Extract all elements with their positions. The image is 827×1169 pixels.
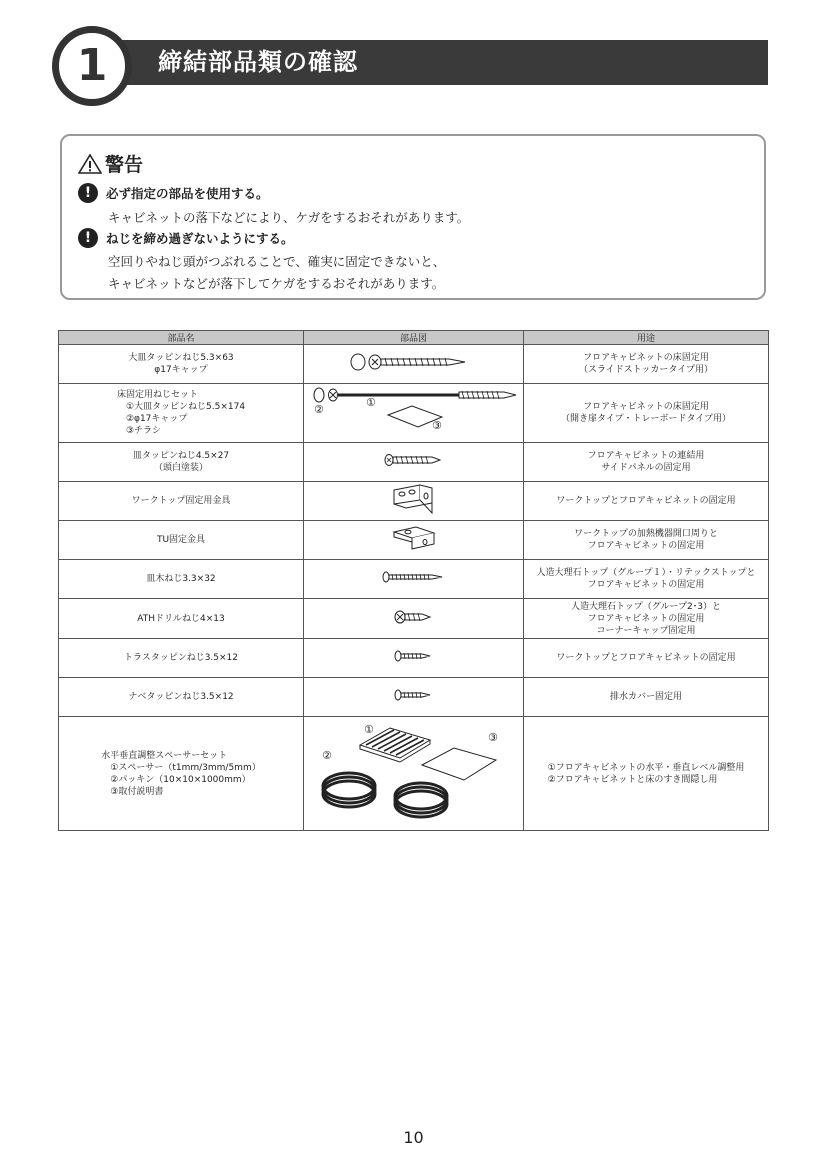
floor-screw-set-illustration [304, 384, 523, 442]
callout-label: ② [322, 748, 332, 762]
section-title-bar [96, 40, 768, 85]
part-usage: フロアキャビネットの連結用 サイドパネルの固定用 [587, 451, 705, 473]
part-usage: フロアキャビネットの床固定用 （スライドストッカータイプ用） [579, 353, 713, 375]
table-row [59, 521, 769, 560]
table-row [59, 639, 769, 678]
part-name: ナベタッピンねじ3.5×12 [128, 692, 234, 702]
section-title: 締結部品類の確認 [158, 48, 358, 76]
callout-label: ② [314, 403, 324, 416]
part-usage: ①フロアキャビネットの水平・垂直レベル調整用 ②フロアキャビネットと床のすき間隠し用 [547, 762, 745, 785]
part-name: トラスタッピンねじ3.5×12 [123, 653, 239, 663]
part-figure [304, 560, 524, 599]
warning-item-2 [78, 228, 294, 248]
column-header-part-figure: 部品図 [304, 331, 524, 345]
part-name: 水平垂直調整スペーサーセット ①スペーサー（t1mm/3mm/5mm） ②パッキン（10×10×1000mm） ③取付説明書 [101, 750, 261, 797]
table-header-row [59, 331, 769, 345]
column-header-part-name: 部品名 [59, 331, 304, 345]
part-name: 大皿タッピンねじ5.3×63 φ17キャップ [128, 353, 234, 375]
part-usage: ワークトップとフロアキャビネットの固定用 [556, 653, 736, 663]
warning-triangle-icon [78, 154, 102, 174]
table-row [59, 717, 769, 831]
warning-title: 警告 [105, 154, 144, 176]
part-name: 皿木ねじ3.3×32 [146, 574, 216, 584]
table-row [59, 384, 769, 443]
table-row [59, 599, 769, 639]
part-name: 皿タッピンねじ4.5×27 （頭白塗装） [132, 451, 230, 473]
table-row [59, 443, 769, 482]
section-number-badge [52, 26, 132, 106]
part-figure [304, 678, 524, 717]
part-usage: 排水カバー固定用 [609, 692, 682, 702]
table-row [59, 560, 769, 599]
tu-bracket-illustration [390, 523, 438, 553]
part-name: 床固定用ねじセット ①大皿タッピンねじ5.5×174 ②φ17キャップ ③チラシ [116, 390, 246, 436]
warning-item-1 [78, 183, 269, 203]
part-usage: 人造大理石トップ（グループ１）・リテックストップと フロアキャビネットの固定用 [536, 568, 756, 590]
table-row [59, 482, 769, 521]
column-header-usage: 用途 [524, 331, 769, 345]
part-figure [304, 717, 524, 831]
part-figure [304, 599, 524, 639]
part-usage: ワークトップとフロアキャビネットの固定用 [556, 496, 736, 506]
table-row [59, 678, 769, 717]
warning-item-text: 空回りやねじ頭がつぶれることで、確実に固定できないと、 [108, 254, 446, 269]
callout-label: ③ [432, 419, 442, 432]
part-figure [304, 345, 524, 384]
flat-screw-illustration [384, 453, 444, 467]
part-figure [304, 443, 524, 482]
part-figure [304, 482, 524, 521]
part-name: ワークトップ固定用金具 [131, 496, 231, 506]
exclamation-icon: ! [78, 183, 98, 203]
part-usage: 人造大理石トップ（グループ2･3）と フロアキャビネットの固定用 コーナーキャップ固定用 [571, 601, 721, 636]
warning-box [60, 134, 766, 300]
page-number: 10 [403, 1128, 424, 1147]
callout-label: ③ [488, 730, 498, 744]
part-usage: フロアキャビネットの床固定用 （開き扉タイプ・トレーボードタイプ用） [560, 402, 732, 424]
warning-item-heading: ねじを締め過ぎないようにする。 [106, 231, 294, 246]
warning-item-text: キャビネットの落下などにより、ケガをするおそれがあります。 [108, 210, 470, 225]
warning-item-heading: 必ず指定の部品を使用する。 [106, 186, 269, 201]
part-name: ATHドリルねじ4×13 [137, 613, 225, 624]
section-number: 1 [76, 40, 108, 91]
screw-with-cap-illustration [349, 352, 479, 372]
parts-table [58, 330, 769, 831]
part-name: TU固定金具 [156, 535, 206, 545]
part-figure [304, 521, 524, 560]
part-figure [304, 384, 524, 443]
warning-item-text: キャビネットなどが落下してケガをするおそれがあります。 [108, 276, 445, 291]
wood-screw-illustration [382, 570, 446, 584]
truss-screw-illustration [394, 649, 434, 663]
warning-heading [78, 150, 143, 177]
worktop-bracket-illustration [390, 482, 438, 516]
callout-label: ① [364, 722, 374, 736]
exclamation-icon: ! [78, 228, 98, 248]
part-figure [304, 639, 524, 678]
drill-screw-illustration [394, 609, 434, 625]
pan-screw-illustration [394, 688, 434, 702]
part-usage: ワークトップの加熱機器開口周りと フロアキャビネットの固定用 [574, 529, 718, 551]
table-row [59, 345, 769, 384]
callout-label: ① [366, 396, 376, 409]
